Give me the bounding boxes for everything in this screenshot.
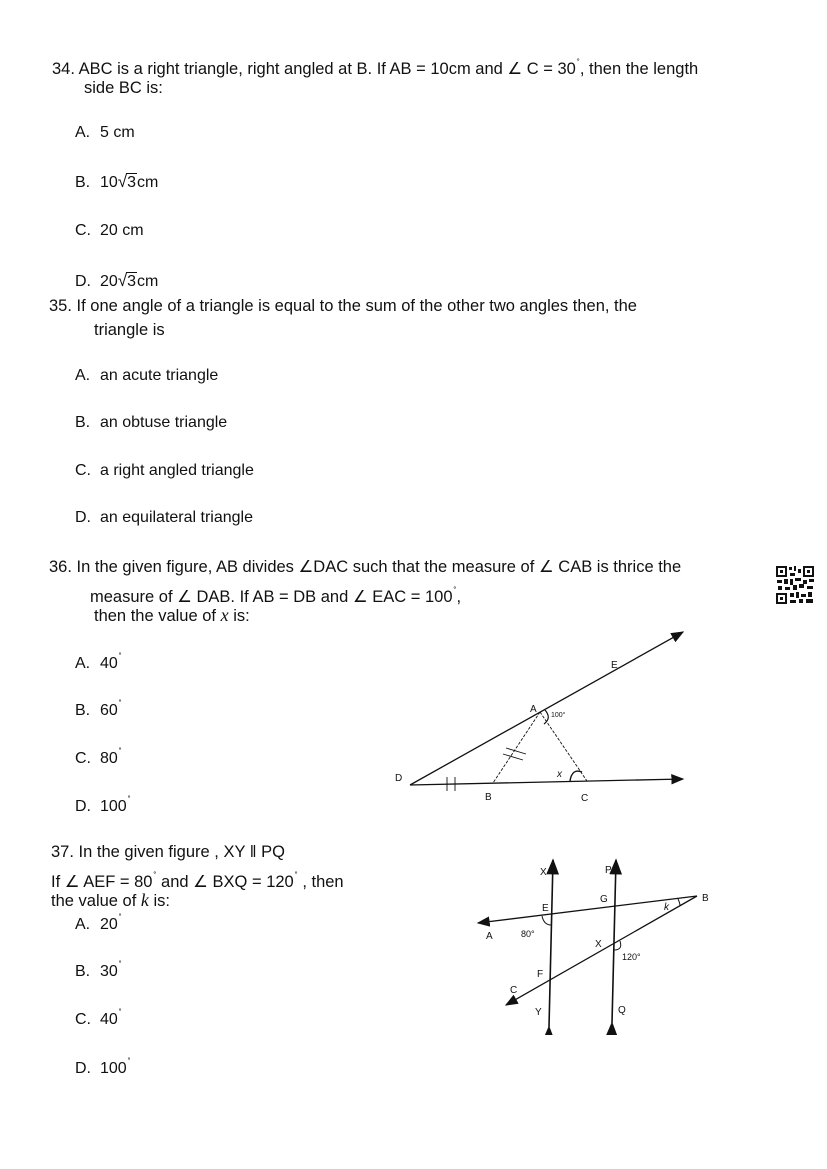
question-37-text: 37. In the given figure , XY ‖ PQ — [51, 843, 285, 861]
angle-k-label: k — [664, 902, 669, 913]
option-a[interactable]: A. 5 cm — [75, 124, 135, 141]
triangle-figure-q36 — [390, 620, 700, 810]
option-b[interactable]: B. 60˚ — [75, 699, 122, 719]
label-c: C — [581, 793, 589, 804]
label-x-point: X — [595, 939, 602, 950]
option-c[interactable]: C. a right angled triangle — [75, 462, 254, 479]
label-a: A — [486, 931, 493, 942]
label-f: F — [537, 969, 544, 980]
question-35-text-line2: triangle is — [94, 321, 165, 339]
label-b: B — [485, 792, 492, 803]
option-d[interactable]: D. an equilateral triangle — [75, 509, 253, 526]
option-d[interactable]: D. 100˚ — [75, 795, 131, 815]
question-number: 37. — [51, 843, 74, 861]
angle-80-label: 80° — [521, 929, 535, 939]
option-c[interactable]: C. 40˚ — [75, 1008, 122, 1028]
question-36-text-line3: then the value of x is: — [94, 605, 250, 625]
parallel-lines-figure-q37 — [470, 855, 720, 1035]
label-d: D — [395, 773, 403, 784]
option-b[interactable]: B. 10√3cm — [75, 172, 159, 191]
label-e: E — [611, 660, 618, 671]
option-b[interactable]: B. 30˚ — [75, 960, 122, 980]
label-c: C — [510, 985, 518, 996]
square-root-symbol: √3 — [117, 172, 137, 191]
option-d[interactable]: D. 20√3cm — [75, 271, 159, 290]
question-36-text: 36. In the given figure, AB divides ∠DAC such that the measure of ∠ CAB is thrice the — [49, 558, 682, 576]
ray-de — [410, 632, 683, 785]
option-c[interactable]: C. 20 cm — [75, 222, 144, 239]
option-b[interactable]: B. an obtuse triangle — [75, 414, 228, 431]
label-b: B — [702, 893, 709, 904]
label-a: A — [530, 704, 537, 715]
question-34-text-line2: side BC is: — [84, 79, 163, 97]
qr-code-icon — [775, 565, 815, 605]
ray-dc — [410, 779, 683, 785]
question-34-text: 34. ABC is a right triangle, right angled at B. If AB = 10cm and ∠ C = 30˚, then the length — [52, 58, 699, 78]
label-q: Q — [618, 1005, 626, 1016]
label-e: E — [542, 903, 549, 914]
question-37-text-line3: the value of k is: — [51, 890, 170, 910]
question-36-text-line2: measure of ∠ DAB. If AB = DB and ∠ EAC = 100˚, — [90, 586, 462, 606]
angle-x-label: x — [557, 769, 562, 780]
label-g: G — [600, 894, 608, 905]
question-number: 36. — [49, 558, 72, 576]
option-d[interactable]: D. 100˚ — [75, 1057, 131, 1077]
option-c[interactable]: C. 80˚ — [75, 747, 122, 767]
label-y: Y — [535, 1007, 542, 1018]
question-number: 34. — [52, 60, 75, 78]
question-37-text-line2: If ∠ AEF = 80˚ and ∠ BXQ = 120˚ , then — [51, 871, 344, 891]
option-a[interactable]: A. 40˚ — [75, 652, 122, 672]
segment-ab — [493, 712, 540, 783]
option-a[interactable]: A. 20˚ — [75, 913, 122, 933]
question-number: 35. — [49, 297, 72, 315]
square-root-symbol: √3 — [117, 271, 137, 290]
angle-100-label: 100° — [551, 712, 566, 719]
line-pq — [612, 860, 616, 1023]
label-p: P — [605, 865, 612, 876]
label-x: X — [540, 867, 547, 878]
option-a[interactable]: A. an acute triangle — [75, 367, 219, 384]
line-xy — [549, 860, 553, 1027]
question-35-text: 35. If one angle of a triangle is equal to the sum of the other two angles then, the — [49, 297, 637, 315]
angle-120-label: 120° — [622, 952, 641, 962]
